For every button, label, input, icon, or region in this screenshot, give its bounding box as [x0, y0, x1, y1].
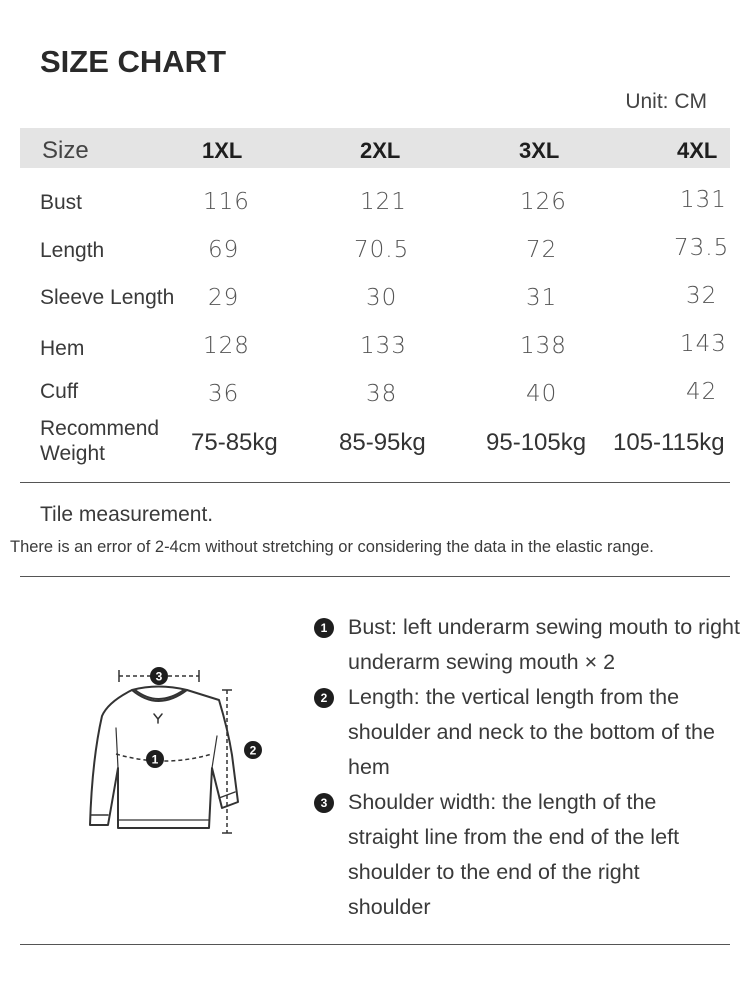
measurement-text: Shoulder width: the length of the straight line from the end of the left shoulder to the end of the right shoulder: [348, 790, 680, 919]
bust-measure-line: [116, 754, 212, 761]
table-cell: 69: [208, 237, 240, 263]
marker-3-icon: [150, 667, 168, 685]
divider: [20, 576, 730, 577]
measurement-text: Length: the vertical length from the shoulder and neck to the bottom of the hem: [348, 685, 715, 779]
table-cell: 32: [686, 283, 718, 309]
table-cell: 36: [208, 381, 240, 407]
row-label-bust: Bust: [40, 191, 83, 214]
divider: [20, 944, 730, 945]
row-label-sleeve-length: Sleeve Length: [40, 286, 175, 309]
size-header-3xl: 3XL: [519, 138, 560, 163]
row-label-recommend-line: Recommend: [40, 417, 160, 440]
table-cell: 133: [360, 333, 407, 359]
table-cell: 72: [526, 237, 558, 263]
measurement-item-length: [314, 680, 744, 785]
shirt-outline: [90, 687, 238, 829]
number-2-icon: 2: [314, 688, 334, 708]
table-cell: 95-105kg: [486, 429, 587, 456]
sweatshirt-diagram: [72, 650, 272, 850]
measurement-item-shoulder-width: [314, 785, 723, 925]
note-tile-measurement: Tile measurement.: [40, 503, 214, 526]
row-label-recommend-weight: [40, 416, 159, 466]
measurement-text: Bust: left underarm sewing mouth to right underarm sewing mouth × 2: [348, 615, 740, 674]
table-cell: 121: [360, 189, 407, 215]
measurement-item-bust: [314, 610, 744, 680]
number-1-icon: 1: [314, 618, 334, 638]
row-label-hem: Hem: [40, 337, 85, 360]
size-header-4xl: 4XL: [677, 138, 718, 163]
row-label-weight-line: Weight: [40, 442, 105, 465]
svg-text:2: 2: [249, 743, 257, 758]
svg-text:3: 3: [155, 669, 163, 684]
table-cell: 38: [366, 381, 398, 407]
table-cell: 73.5: [674, 235, 730, 261]
unit-label: Unit: CM: [625, 90, 707, 113]
number-3-icon: 3: [314, 793, 334, 813]
row-label-cuff: Cuff: [40, 380, 79, 403]
table-cell: 105-115kg: [613, 429, 725, 456]
svg-text:1: 1: [151, 752, 159, 767]
table-cell: 42: [686, 379, 718, 405]
table-cell: 138: [520, 333, 567, 359]
divider: [20, 482, 730, 483]
note-error-range: There is an error of 2-4cm without stretching or considering the data in the elastic range.: [10, 538, 654, 556]
table-cell: 85-95kg: [339, 429, 426, 456]
row-label-length: Length: [40, 239, 105, 262]
table-cell: 75-85kg: [191, 429, 278, 456]
table-cell: 40: [526, 381, 558, 407]
table-cell: 116: [203, 189, 250, 215]
table-cell: 31: [526, 285, 558, 311]
marker-1-icon: [146, 750, 164, 768]
marker-2-icon: [244, 741, 262, 759]
measurement-descriptions: [314, 610, 744, 925]
table-header-size-label: Size: [42, 137, 89, 164]
table-cell: 126: [520, 189, 567, 215]
table-cell: 29: [208, 285, 240, 311]
table-cell: 128: [203, 333, 250, 359]
page-title: SIZE CHART: [40, 44, 226, 79]
size-header-2xl: 2XL: [360, 138, 401, 163]
table-cell: 70.5: [354, 237, 410, 263]
table-cell: 143: [680, 331, 727, 357]
size-header-1xl: 1XL: [202, 138, 243, 163]
table-cell: 131: [680, 187, 727, 213]
table-cell: 30: [366, 285, 398, 311]
